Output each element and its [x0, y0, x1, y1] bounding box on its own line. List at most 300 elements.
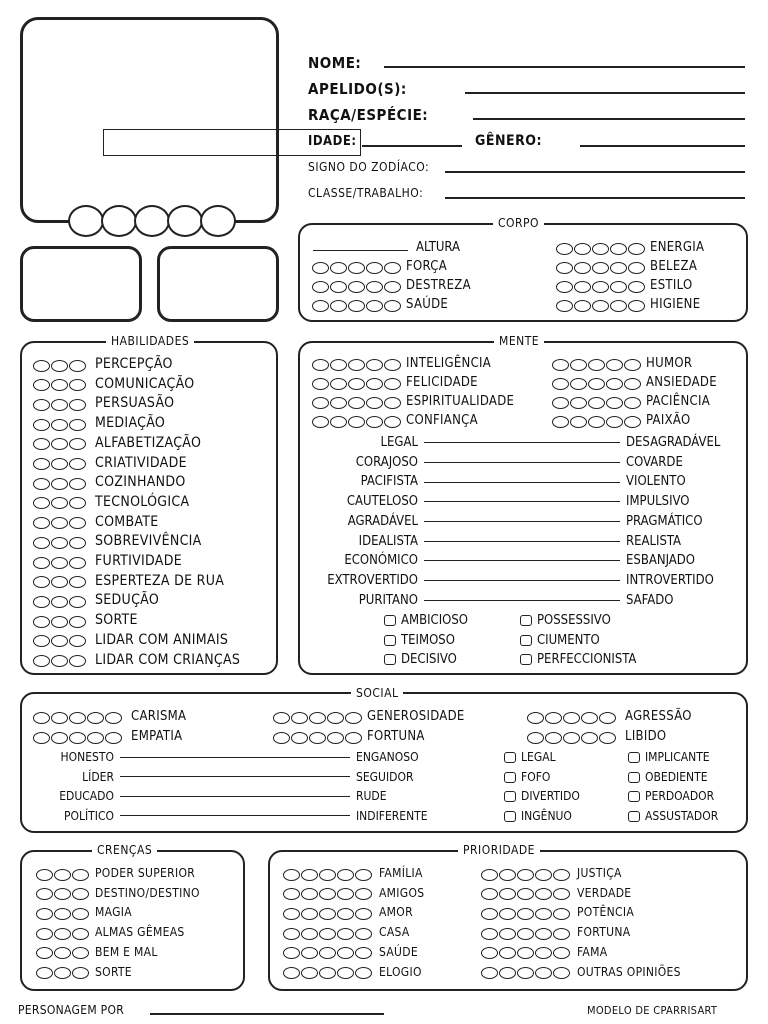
rating-circle[interactable]	[337, 928, 354, 940]
rating-circle[interactable]	[72, 947, 89, 959]
idade-field[interactable]	[362, 145, 462, 147]
rating-circle[interactable]	[345, 712, 362, 724]
rating-circle[interactable]	[72, 908, 89, 920]
checkbox[interactable]	[628, 772, 640, 783]
rating-circle[interactable]	[610, 300, 627, 312]
rating-circle[interactable]	[330, 378, 347, 390]
rating-circle[interactable]	[481, 888, 498, 900]
trait-scale-line[interactable]	[424, 541, 620, 542]
checkbox[interactable]	[504, 752, 516, 763]
rating-circle[interactable]	[355, 888, 372, 900]
rating-circle[interactable]	[384, 378, 401, 390]
rating-circle[interactable]	[36, 967, 53, 979]
rating-circle[interactable]	[348, 300, 365, 312]
rating-circle[interactable]	[51, 438, 68, 450]
rating-circle[interactable]	[348, 359, 365, 371]
checkbox[interactable]	[504, 811, 516, 822]
rating-circle[interactable]	[54, 947, 71, 959]
rating-circle[interactable]	[87, 712, 104, 724]
rating-circle[interactable]	[36, 908, 53, 920]
rating-circle[interactable]	[527, 732, 544, 744]
rating-circle[interactable]	[592, 262, 609, 274]
rating-circle[interactable]	[69, 576, 86, 588]
rating-circle[interactable]	[556, 262, 573, 274]
rating-circle[interactable]	[72, 967, 89, 979]
rating-circle[interactable]	[33, 732, 50, 744]
rating-circle[interactable]	[545, 732, 562, 744]
rating-circle[interactable]	[570, 397, 587, 409]
rating-circle[interactable]	[606, 359, 623, 371]
raca-field[interactable]	[473, 118, 745, 120]
checkbox[interactable]	[520, 615, 532, 626]
rating-circle[interactable]	[535, 888, 552, 900]
rating-circle[interactable]	[33, 635, 50, 647]
trait-scale-line[interactable]	[424, 501, 620, 502]
rating-circle[interactable]	[624, 416, 641, 428]
rating-circle[interactable]	[327, 712, 344, 724]
rating-circle[interactable]	[51, 478, 68, 490]
rating-circle[interactable]	[33, 712, 50, 724]
checkbox[interactable]	[628, 791, 640, 802]
rating-circle[interactable]	[366, 416, 383, 428]
rating-circle[interactable]	[283, 888, 300, 900]
rating-circle[interactable]	[481, 947, 498, 959]
rating-circle[interactable]	[592, 243, 609, 255]
rating-circle[interactable]	[33, 497, 50, 509]
stat-label: ALMAS GÊMEAS	[95, 925, 185, 940]
rating-circle[interactable]	[556, 243, 573, 255]
rating-circle[interactable]	[499, 928, 516, 940]
rating-circle[interactable]	[319, 947, 336, 959]
rating-circle[interactable]	[105, 712, 122, 724]
rating-circle[interactable]	[553, 947, 570, 959]
rating-circle[interactable]	[337, 967, 354, 979]
trait-scale-line[interactable]	[424, 560, 620, 561]
rating-circle[interactable]	[69, 517, 86, 529]
rating-circle[interactable]	[51, 497, 68, 509]
rating-circles	[312, 394, 402, 409]
rating-circle[interactable]	[33, 655, 50, 667]
stat-label: VERDADE	[577, 885, 632, 900]
rating-circle[interactable]	[592, 281, 609, 293]
rating-circle[interactable]	[599, 732, 616, 744]
rating-circle[interactable]	[291, 712, 308, 724]
rating-circle[interactable]	[628, 262, 645, 274]
rating-circle[interactable]	[54, 908, 71, 920]
rating-circle[interactable]	[51, 517, 68, 529]
rating-circle[interactable]	[535, 928, 552, 940]
rating-circle[interactable]	[552, 378, 569, 390]
rating-circle[interactable]	[499, 888, 516, 900]
rating-circle[interactable]	[384, 281, 401, 293]
rating-circle[interactable]	[312, 359, 329, 371]
stat-label: BEM E MAL	[95, 944, 158, 959]
rating-circle[interactable]	[72, 928, 89, 940]
portrait-frame[interactable]	[20, 17, 279, 223]
rating-circles	[273, 729, 363, 744]
nome-field[interactable]	[384, 66, 745, 68]
rating-circle[interactable]	[33, 379, 50, 391]
rating-circle[interactable]	[69, 537, 86, 549]
rating-circle[interactable]	[517, 908, 534, 920]
rating-circle[interactable]	[312, 378, 329, 390]
rating-circle[interactable]	[517, 869, 534, 881]
rating-circle[interactable]	[535, 908, 552, 920]
classe-field[interactable]	[445, 197, 745, 199]
rating-circle[interactable]	[624, 359, 641, 371]
trait-scale-line[interactable]	[424, 580, 620, 581]
rating-circle[interactable]	[51, 576, 68, 588]
rating-circle[interactable]	[348, 262, 365, 274]
rating-circle[interactable]	[527, 712, 544, 724]
rating-circle[interactable]	[366, 300, 383, 312]
rating-circle[interactable]	[33, 557, 50, 569]
checkbox[interactable]	[520, 635, 532, 646]
rating-circle[interactable]	[553, 908, 570, 920]
rating-circle[interactable]	[606, 397, 623, 409]
check-row	[504, 750, 556, 765]
rating-circle[interactable]	[348, 416, 365, 428]
rating-circle[interactable]	[54, 869, 71, 881]
trait-scale-line[interactable]	[120, 776, 350, 777]
rating-circle[interactable]	[563, 712, 580, 724]
rating-circle[interactable]	[54, 888, 71, 900]
rating-circle[interactable]	[599, 712, 616, 724]
rating-circle[interactable]	[517, 928, 534, 940]
rating-circle[interactable]	[366, 378, 383, 390]
rating-circle[interactable]	[610, 281, 627, 293]
rating-circle[interactable]	[36, 888, 53, 900]
genero-field[interactable]	[580, 145, 745, 147]
rating-circle[interactable]	[552, 359, 569, 371]
rating-circle[interactable]	[366, 262, 383, 274]
rating-circle[interactable]	[51, 635, 68, 647]
rating-circle[interactable]	[574, 281, 591, 293]
rating-circle[interactable]	[366, 281, 383, 293]
stat-label: GENEROSIDADE	[367, 709, 465, 724]
rating-circle[interactable]	[610, 243, 627, 255]
rating-circle[interactable]	[355, 947, 372, 959]
rating-circle[interactable]	[574, 262, 591, 274]
rating-circle[interactable]	[51, 655, 68, 667]
rating-circle[interactable]	[553, 869, 570, 881]
altura-field[interactable]	[313, 250, 408, 251]
rating-circle[interactable]	[69, 458, 86, 470]
stat-row	[481, 925, 630, 940]
rating-circle[interactable]	[51, 557, 68, 569]
rating-circle[interactable]	[69, 399, 86, 411]
rating-circle[interactable]	[355, 967, 372, 979]
stat-row	[552, 394, 710, 409]
rating-circle[interactable]	[337, 947, 354, 959]
trait-scale-line[interactable]	[424, 462, 620, 463]
rating-circle[interactable]	[499, 947, 516, 959]
rating-circle[interactable]	[33, 596, 50, 608]
checkbox[interactable]	[520, 654, 532, 665]
checkbox[interactable]	[384, 615, 396, 626]
rating-circle[interactable]	[69, 557, 86, 569]
trait-scale-line[interactable]	[424, 442, 620, 443]
habilidades-title: HABILIDADES	[106, 334, 194, 348]
footer-credit: MODELO DE CPARRISART	[587, 1004, 718, 1017]
rating-circle[interactable]	[553, 928, 570, 940]
rating-circle[interactable]	[384, 359, 401, 371]
rating-circle[interactable]	[337, 869, 354, 881]
rating-circle[interactable]	[319, 908, 336, 920]
rating-circle[interactable]	[51, 360, 68, 372]
portrait-dot[interactable]	[200, 205, 236, 237]
rating-circle[interactable]	[384, 300, 401, 312]
rating-circle[interactable]	[273, 712, 290, 724]
rating-circle[interactable]	[312, 416, 329, 428]
apelidos-field[interactable]	[465, 92, 745, 94]
rating-circle[interactable]	[51, 419, 68, 431]
rating-circle[interactable]	[87, 732, 104, 744]
rating-circle[interactable]	[69, 478, 86, 490]
rating-circle[interactable]	[51, 458, 68, 470]
rating-circle[interactable]	[355, 928, 372, 940]
rating-circle[interactable]	[592, 300, 609, 312]
rating-circle[interactable]	[319, 967, 336, 979]
check-label: INGÊNUO	[521, 808, 572, 823]
rating-circle[interactable]	[556, 300, 573, 312]
rating-circle[interactable]	[348, 281, 365, 293]
rating-circle[interactable]	[384, 397, 401, 409]
rating-circle[interactable]	[366, 397, 383, 409]
trait-scale-line[interactable]	[120, 796, 350, 797]
signo-field[interactable]	[445, 171, 745, 173]
rating-circle[interactable]	[624, 397, 641, 409]
rating-circle[interactable]	[309, 712, 326, 724]
rating-circle[interactable]	[33, 458, 50, 470]
checkbox[interactable]	[384, 654, 396, 665]
rating-circle[interactable]	[69, 419, 86, 431]
classe-label: CLASSE/TRABALHO:	[308, 186, 424, 200]
trait-scale-line[interactable]	[424, 521, 620, 522]
rating-circle[interactable]	[628, 243, 645, 255]
rating-circle[interactable]	[535, 869, 552, 881]
rating-circle[interactable]	[69, 616, 86, 628]
rating-circle[interactable]	[481, 908, 498, 920]
checkbox[interactable]	[384, 635, 396, 646]
rating-circle[interactable]	[319, 888, 336, 900]
trait-right-label: RUDE	[356, 789, 387, 803]
rating-circle[interactable]	[319, 928, 336, 940]
rating-circle[interactable]	[481, 967, 498, 979]
rating-circle[interactable]	[54, 967, 71, 979]
rating-circle[interactable]	[36, 869, 53, 881]
rating-circle[interactable]	[517, 888, 534, 900]
rating-circle[interactable]	[574, 300, 591, 312]
rating-circle[interactable]	[69, 732, 86, 744]
rating-circle[interactable]	[570, 359, 587, 371]
trait-scale-line[interactable]	[120, 815, 350, 816]
rating-circle[interactable]	[552, 397, 569, 409]
rating-circle[interactable]	[33, 478, 50, 490]
rating-circle[interactable]	[563, 732, 580, 744]
rating-circle[interactable]	[552, 416, 569, 428]
rating-circle[interactable]	[574, 243, 591, 255]
stat-label: LIBIDO	[625, 729, 667, 744]
footer-author-field[interactable]	[150, 1013, 384, 1015]
checkbox[interactable]	[504, 772, 516, 783]
rating-circle[interactable]	[33, 616, 50, 628]
stat-label: DESTREZA	[406, 278, 471, 293]
rating-circle[interactable]	[481, 869, 498, 881]
rating-circle[interactable]	[499, 908, 516, 920]
rating-circle[interactable]	[384, 416, 401, 428]
rating-circle[interactable]	[51, 379, 68, 391]
rating-circle[interactable]	[309, 732, 326, 744]
rating-circle[interactable]	[330, 397, 347, 409]
rating-circle[interactable]	[545, 712, 562, 724]
rating-circle[interactable]	[570, 416, 587, 428]
rating-circle[interactable]	[69, 712, 86, 724]
rating-circle[interactable]	[51, 732, 68, 744]
rating-circle[interactable]	[330, 281, 347, 293]
rating-circle[interactable]	[481, 928, 498, 940]
rating-circle[interactable]	[345, 732, 362, 744]
trait-scale-line[interactable]	[120, 757, 350, 758]
rating-circle[interactable]	[69, 497, 86, 509]
rating-circle[interactable]	[54, 928, 71, 940]
rating-circle[interactable]	[606, 378, 623, 390]
rating-circle[interactable]	[553, 967, 570, 979]
checkbox[interactable]	[628, 752, 640, 763]
checkbox[interactable]	[504, 791, 516, 802]
rating-circle[interactable]	[553, 888, 570, 900]
stat-label: EMPATIA	[131, 729, 183, 744]
rating-circle[interactable]	[33, 360, 50, 372]
rating-circle[interactable]	[301, 967, 318, 979]
rating-circle[interactable]	[273, 732, 290, 744]
rating-circle[interactable]	[330, 416, 347, 428]
rating-circle[interactable]	[301, 908, 318, 920]
rating-circle[interactable]	[624, 378, 641, 390]
portrait-dot[interactable]	[134, 205, 170, 237]
rating-circle[interactable]	[36, 947, 53, 959]
rating-circle[interactable]	[384, 262, 401, 274]
rating-circle[interactable]	[33, 438, 50, 450]
rating-circle[interactable]	[610, 262, 627, 274]
rating-circle[interactable]	[337, 908, 354, 920]
rating-circle[interactable]	[535, 967, 552, 979]
rating-circle[interactable]	[51, 596, 68, 608]
rating-circle[interactable]	[355, 908, 372, 920]
rating-circle[interactable]	[348, 397, 365, 409]
rating-circle[interactable]	[628, 281, 645, 293]
rating-circle[interactable]	[69, 379, 86, 391]
rating-circle[interactable]	[517, 967, 534, 979]
stat-row	[36, 866, 195, 881]
rating-circle[interactable]	[327, 732, 344, 744]
trait-scale-line[interactable]	[424, 600, 620, 601]
rating-circle[interactable]	[499, 967, 516, 979]
rating-circle[interactable]	[330, 262, 347, 274]
stat-label: SOBREVIVÊNCIA	[95, 533, 202, 550]
rating-circle[interactable]	[33, 576, 50, 588]
rating-circle[interactable]	[337, 888, 354, 900]
rating-circle[interactable]	[330, 300, 347, 312]
rating-circle[interactable]	[301, 947, 318, 959]
rating-circle[interactable]	[283, 869, 300, 881]
stat-label: SAÚDE	[406, 297, 449, 312]
small-box-right[interactable]	[157, 246, 279, 322]
rating-circle[interactable]	[312, 300, 329, 312]
rating-circle[interactable]	[366, 359, 383, 371]
rating-circle[interactable]	[312, 397, 329, 409]
rating-circle[interactable]	[36, 928, 53, 940]
rating-circle[interactable]	[301, 869, 318, 881]
rating-circle[interactable]	[283, 908, 300, 920]
rating-circle[interactable]	[628, 300, 645, 312]
rating-circle[interactable]	[51, 616, 68, 628]
rating-circle[interactable]	[69, 438, 86, 450]
rating-circle[interactable]	[301, 888, 318, 900]
rating-circle[interactable]	[69, 360, 86, 372]
portrait-dot[interactable]	[167, 205, 203, 237]
rating-circle[interactable]	[355, 869, 372, 881]
rating-circle[interactable]	[72, 869, 89, 881]
rating-circle[interactable]	[33, 399, 50, 411]
rating-circle[interactable]	[588, 378, 605, 390]
rating-circle[interactable]	[588, 397, 605, 409]
rating-circle[interactable]	[72, 888, 89, 900]
checkbox[interactable]	[628, 811, 640, 822]
rating-circle[interactable]	[33, 537, 50, 549]
rating-circle[interactable]	[283, 928, 300, 940]
rating-circle[interactable]	[588, 359, 605, 371]
check-label: LEGAL	[521, 750, 556, 764]
rating-circle[interactable]	[517, 947, 534, 959]
portrait-dot[interactable]	[68, 205, 104, 237]
rating-circle[interactable]	[283, 967, 300, 979]
rating-circle[interactable]	[291, 732, 308, 744]
rating-circle[interactable]	[535, 947, 552, 959]
stat-row	[33, 613, 138, 628]
rating-circle[interactable]	[301, 928, 318, 940]
rating-circle[interactable]	[556, 281, 573, 293]
rating-circle[interactable]	[69, 596, 86, 608]
check-row	[628, 789, 714, 804]
rating-circle[interactable]	[588, 416, 605, 428]
stat-row	[556, 278, 692, 293]
rating-circle[interactable]	[312, 281, 329, 293]
small-box-left[interactable]	[20, 246, 142, 322]
rating-circles	[33, 396, 87, 411]
rating-circle[interactable]	[51, 537, 68, 549]
rating-circle[interactable]	[51, 712, 68, 724]
rating-circle[interactable]	[51, 399, 68, 411]
rating-circle[interactable]	[33, 517, 50, 529]
rating-circle[interactable]	[499, 869, 516, 881]
rating-circle[interactable]	[581, 732, 598, 744]
rating-circle[interactable]	[570, 378, 587, 390]
rating-circle[interactable]	[319, 869, 336, 881]
rating-circle[interactable]	[348, 378, 365, 390]
rating-circle[interactable]	[330, 359, 347, 371]
portrait-dot[interactable]	[101, 205, 137, 237]
rating-circle[interactable]	[69, 655, 86, 667]
rating-circle[interactable]	[69, 635, 86, 647]
rating-circle[interactable]	[33, 419, 50, 431]
rating-circle[interactable]	[606, 416, 623, 428]
rating-circle[interactable]	[581, 712, 598, 724]
rating-circle[interactable]	[312, 262, 329, 274]
rating-circle[interactable]	[283, 947, 300, 959]
rating-circle[interactable]	[105, 732, 122, 744]
trait-scale-line[interactable]	[424, 482, 620, 483]
